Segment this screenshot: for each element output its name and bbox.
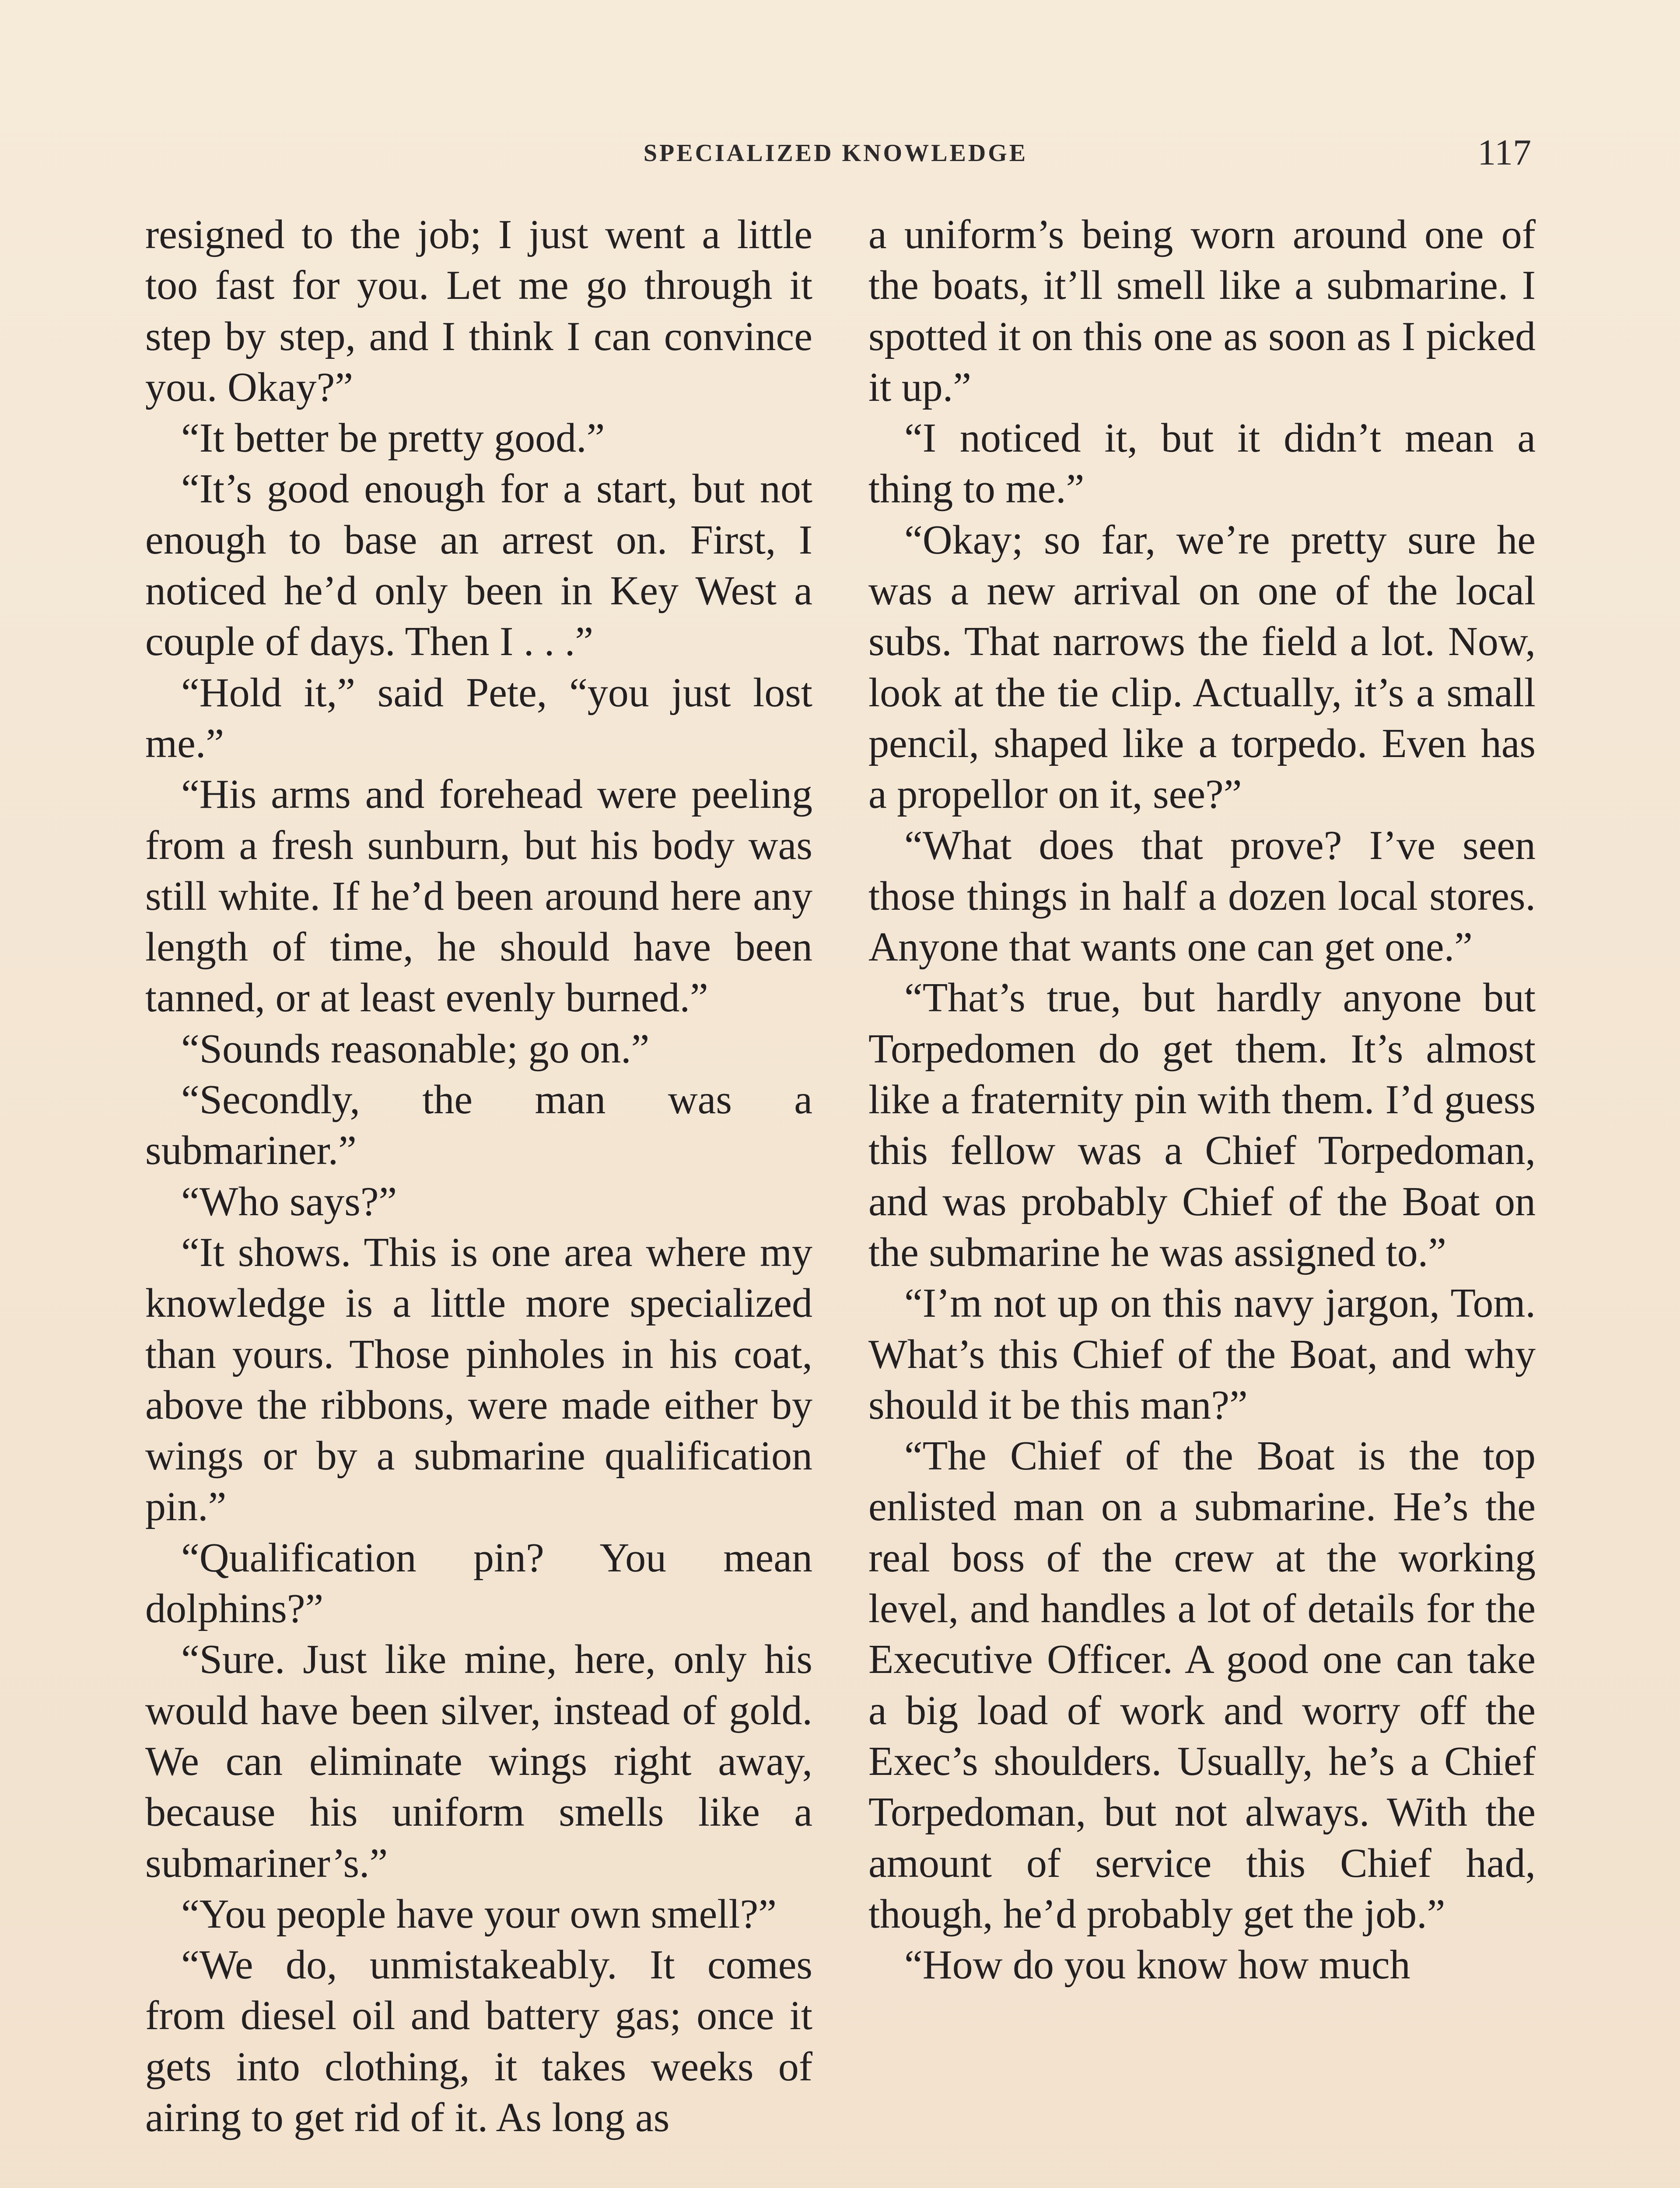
paragraph: “Okay; so far, we’re pretty sure he was a new arrival on one of the local subs. That narrows the field a lot. Now, look at the tie clip. Actually, it’s a small pencil, shaped like a torpedo. Even has a propellor on it, see?”: [868, 517, 1536, 817]
left-column: [145, 209, 812, 2143]
paragraph: “That’s true, but hardly anyone but Torpedomen do get them. It’s almost like a fraternity pin with them. I’d guess this fellow was a Chief Torpedoman, and was probably Chief of the Boat on the submarine he was assigned to.”: [868, 975, 1536, 1275]
paragraph: “The Chief of the Boat is the top enlisted man on a submarine. He’s the real boss of the crew at the working level, and handles a lot of details for the Executive Officer. A good one can take a big load of work and worry off the Exec’s shoulders. Usually, he’s a Chief Torpedoman, but not always. With the amount of service this Chief had, though, he’d probably get the job.”: [868, 1433, 1536, 1937]
paragraph: “You people have your own smell?”: [181, 1891, 777, 1937]
paragraph: “We do, unmistakeably. It comes from diesel oil and battery gas; once it gets into clothing, it takes weeks of airing to get rid of it. As long as: [145, 1942, 812, 2140]
paragraph: “His arms and forehead were peeling from a fresh sunburn, but his body was still white. If he’d been around here any length of time, he should have been tanned, or at least evenly burned.”: [145, 771, 812, 1021]
paragraph: “Sure. Just like mine, here, only his would have been silver, instead of gold. We can eliminate wings right away, because his uniform smells like a submariner’s.”: [145, 1637, 812, 1886]
running-head: SPECIALIZED KNOWLEDGE: [643, 140, 1028, 167]
paragraph: “Who says?”: [181, 1178, 397, 1224]
paragraph: “I noticed it, but it didn’t mean a thing to me.”: [868, 415, 1536, 512]
paragraph: “Hold it,” said Pete, “you just lost me.”: [145, 670, 812, 766]
paragraph: “Sounds reasonable; go on.”: [181, 1026, 650, 1072]
paragraph: a uniform’s being worn around one of the boats, it’ll smell like a submarine. I spotted it on this one as soon as I picked it up.”: [868, 212, 1536, 410]
paragraph: “What does that prove? I’ve seen those things in half a dozen local stores. Anyone that wants one can get one.”: [868, 822, 1536, 970]
paragraph: resigned to the job; I just went a little too fast for you. Let me go through it step by step, and I think I can convince you. Okay?”: [145, 212, 812, 410]
paragraph: “How do you know how much: [904, 1942, 1410, 1988]
right-column: [868, 209, 1536, 1990]
paragraph: “I’m not up on this navy jargon, Tom. What’s this Chief of the Boat, and why should it be this man?”: [868, 1280, 1536, 1428]
paragraph: “It’s good enough for a start, but not enough to base an arrest on. First, I noticed he’d only been in Key West a couple of days. Then I . . .”: [145, 466, 812, 665]
page-number: 117: [1477, 132, 1531, 173]
paragraph: “It better be pretty good.”: [181, 415, 605, 461]
paragraph: “It shows. This is one area where my knowledge is a little more specialized than yours. Those pinholes in his coat, above the ribbons, were made either by wings or by a submarine qualification pin.”: [145, 1229, 812, 1530]
paragraph: “Qualification pin? You mean dolphins?”: [145, 1535, 812, 1632]
paragraph: “Secondly, the man was a submariner.”: [145, 1077, 812, 1174]
